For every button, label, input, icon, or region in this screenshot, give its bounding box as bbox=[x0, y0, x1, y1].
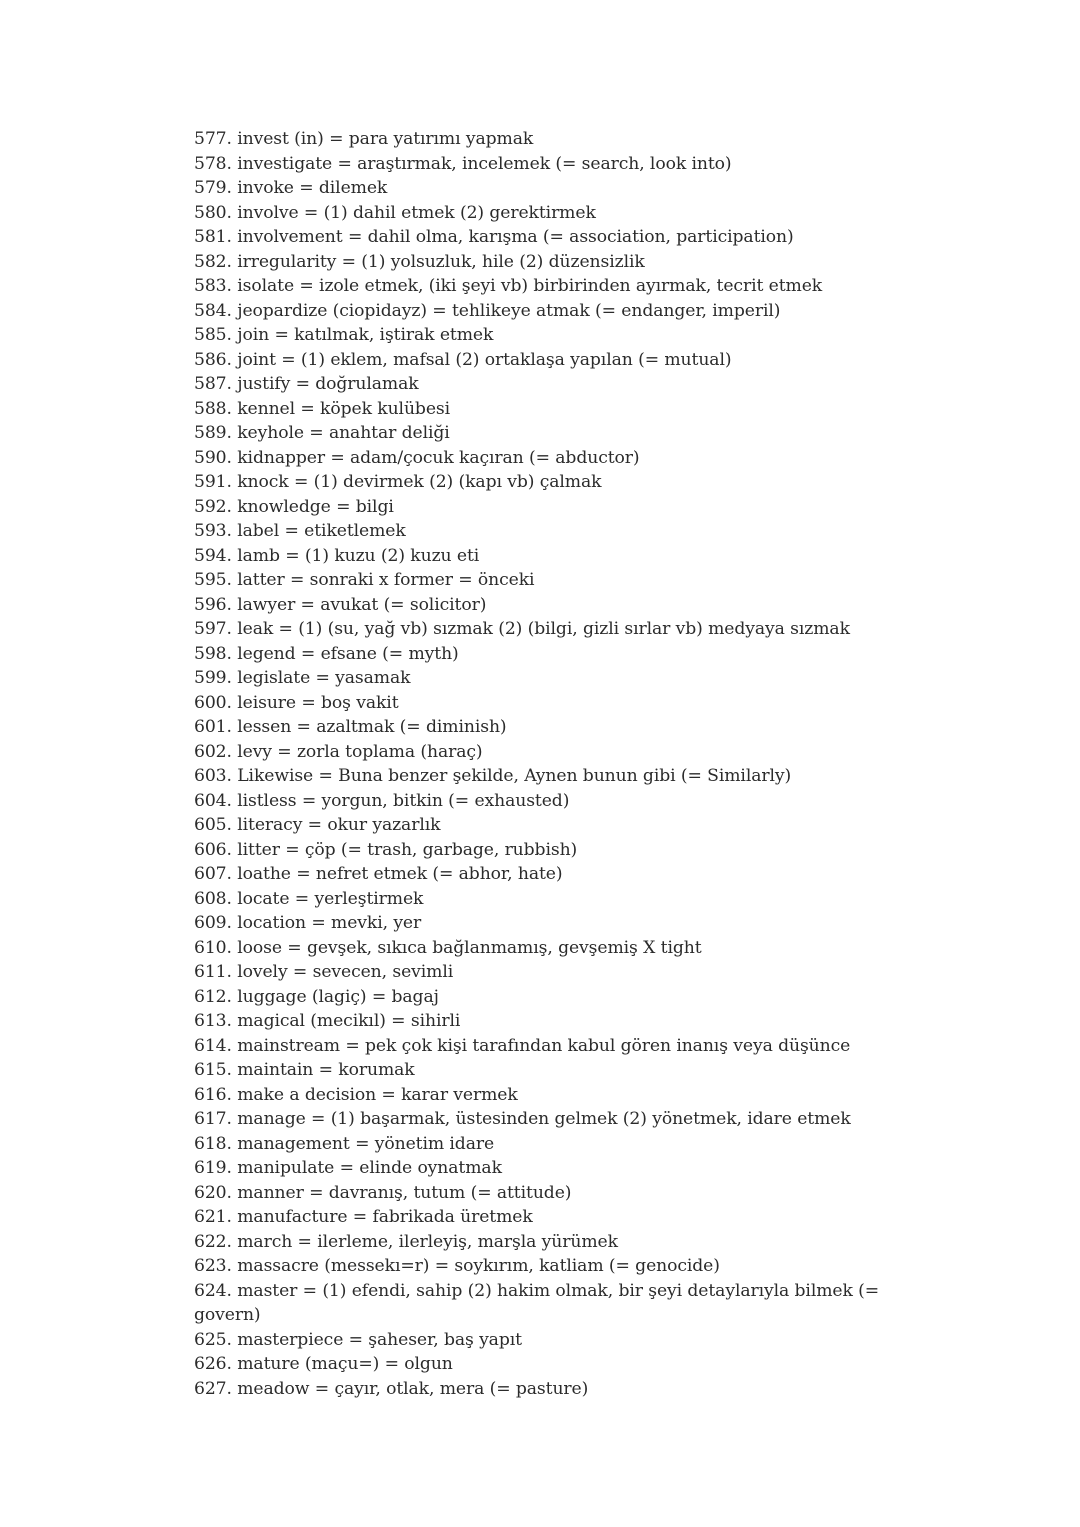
vocabulary-list bbox=[194, 127, 914, 1401]
vocab-entry-589: 589. keyhole = anahtar deliği bbox=[194, 423, 450, 443]
vocab-entry-595: 595. latter = sonraki x former = önceki bbox=[194, 570, 535, 590]
vocab-entry-606: 606. litter = çöp (= trash, garbage, rubbish) bbox=[194, 839, 578, 860]
vocab-entry-592: 592. knowledge = bilgi bbox=[194, 496, 394, 517]
vocab-entry-607: 607. loathe = nefret etmek (= abhor, hate) bbox=[194, 864, 563, 884]
vocab-entry-627: 627. meadow = çayır, otlak, mera (= pasture) bbox=[194, 1378, 589, 1399]
vocab-entry-588: 588. kennel = köpek kulübesi bbox=[194, 398, 451, 419]
vocab-entry-577: 577. invest (in) = para yatırımı yapmak bbox=[194, 129, 534, 149]
vocab-entry-587: 587. justify = doğrulamak bbox=[194, 374, 419, 394]
vocab-entry-615: 615. maintain = korumak bbox=[194, 1060, 415, 1080]
vocab-entry-602: 602. levy = zorla toplama (haraç) bbox=[194, 741, 483, 762]
vocab-entry-599: 599. legislate = yasamak bbox=[194, 668, 411, 688]
vocab-entry-608: 608. locate = yerleştirmek bbox=[194, 888, 424, 909]
vocab-entry-619: 619. manipulate = elinde oynatmak bbox=[194, 1158, 502, 1178]
vocab-entry-623: 623. massacre (messekı=r) = soykırım, katliam (= genocide) bbox=[194, 1256, 720, 1276]
vocab-entry-593: 593. label = etiketlemek bbox=[194, 521, 406, 541]
vocab-entry-620: 620. manner = davranış, tutum (= attitude) bbox=[194, 1182, 572, 1203]
vocab-entry-614: 614. mainstream = pek çok kişi tarafından kabul gören inanış veya düşünce bbox=[194, 1035, 851, 1056]
vocab-entry-578: 578. investigate = araştırmak, incelemek (= search, look into) bbox=[194, 153, 732, 174]
vocab-entry-579: 579. invoke = dilemek bbox=[194, 178, 388, 198]
vocab-entry-591: 591. knock = (1) devirmek (2) (kapı vb) çalmak bbox=[194, 472, 602, 492]
vocab-entry-600: 600. leisure = boş vakit bbox=[194, 692, 399, 713]
vocab-entry-605: 605. literacy = okur yazarlık bbox=[194, 815, 441, 835]
vocab-entry-604: 604. listless = yorgun, bitkin (= exhausted) bbox=[194, 790, 570, 811]
vocab-entry-626: 626. mature (maçu=) = olgun bbox=[194, 1354, 453, 1374]
vocab-entry-582: 582. irregularity = (1) yolsuzluk, hile (2) düzensizlik bbox=[194, 251, 645, 272]
vocab-entry-586: 586. joint = (1) eklem, mafsal (2) ortaklaşa yapılan (= mutual) bbox=[194, 349, 732, 370]
vocab-entry-597: 597. leak = (1) (su, yağ vb) sızmak (2) (bilgi, gizli sırlar vb) medyaya sızmak bbox=[194, 619, 850, 639]
vocab-entry-624: 624. master = (1) efendi, sahip (2) hakim olmak, bir şeyi detaylarıyla bilmek (= govern) bbox=[194, 1280, 880, 1325]
vocab-entry-603: 603. Likewise = Buna benzer şekilde, Aynen bunun gibi (= Similarly) bbox=[194, 766, 792, 786]
vocab-entry-622: 622. march = ilerleme, ilerleyiş, marşla yürümek bbox=[194, 1231, 618, 1252]
vocab-entry-611: 611. lovely = sevecen, sevimli bbox=[194, 962, 454, 982]
vocab-entry-613: 613. magical (mecikıl) = sihirli bbox=[194, 1011, 461, 1031]
vocab-entry-596: 596. lawyer = avukat (= solicitor) bbox=[194, 594, 487, 615]
vocab-entry-585: 585. join = katılmak, iştirak etmek bbox=[194, 325, 494, 345]
vocab-entry-618: 618. management = yönetim idare bbox=[194, 1133, 495, 1154]
vocab-entry-580: 580. involve = (1) dahil etmek (2) gerektirmek bbox=[194, 202, 596, 223]
vocab-entry-625: 625. masterpiece = şaheser, baş yapıt bbox=[194, 1329, 522, 1350]
vocab-entry-581: 581. involvement = dahil olma, karışma (= association, participation) bbox=[194, 227, 794, 247]
vocab-entry-617: 617. manage = (1) başarmak, üstesinden gelmek (2) yönetmek, idare etmek bbox=[194, 1109, 851, 1129]
vocab-entry-594: 594. lamb = (1) kuzu (2) kuzu eti bbox=[194, 545, 480, 566]
vocab-entry-616: 616. make a decision = karar vermek bbox=[194, 1084, 518, 1105]
vocab-entry-601: 601. lessen = azaltmak (= diminish) bbox=[194, 717, 507, 737]
vocab-entry-590: 590. kidnapper = adam/çocuk kaçıran (= abductor) bbox=[194, 447, 640, 468]
vocab-entry-598: 598. legend = efsane (= myth) bbox=[194, 643, 459, 664]
vocab-entry-610: 610. loose = gevşek, sıkıca bağlanmamış, gevşemiş X tight bbox=[194, 937, 702, 958]
vocab-entry-612: 612. luggage (lagiç) = bagaj bbox=[194, 986, 439, 1007]
vocab-entry-583: 583. isolate = izole etmek, (iki şeyi vb) birbirinden ayırmak, tecrit etmek bbox=[194, 276, 823, 296]
vocab-entry-609: 609. location = mevki, yer bbox=[194, 913, 422, 933]
vocab-entry-621: 621. manufacture = fabrikada üretmek bbox=[194, 1207, 533, 1227]
vocab-entry-584: 584. jeopardize (ciopidayz) = tehlikeye atmak (= endanger, imperil) bbox=[194, 300, 781, 321]
